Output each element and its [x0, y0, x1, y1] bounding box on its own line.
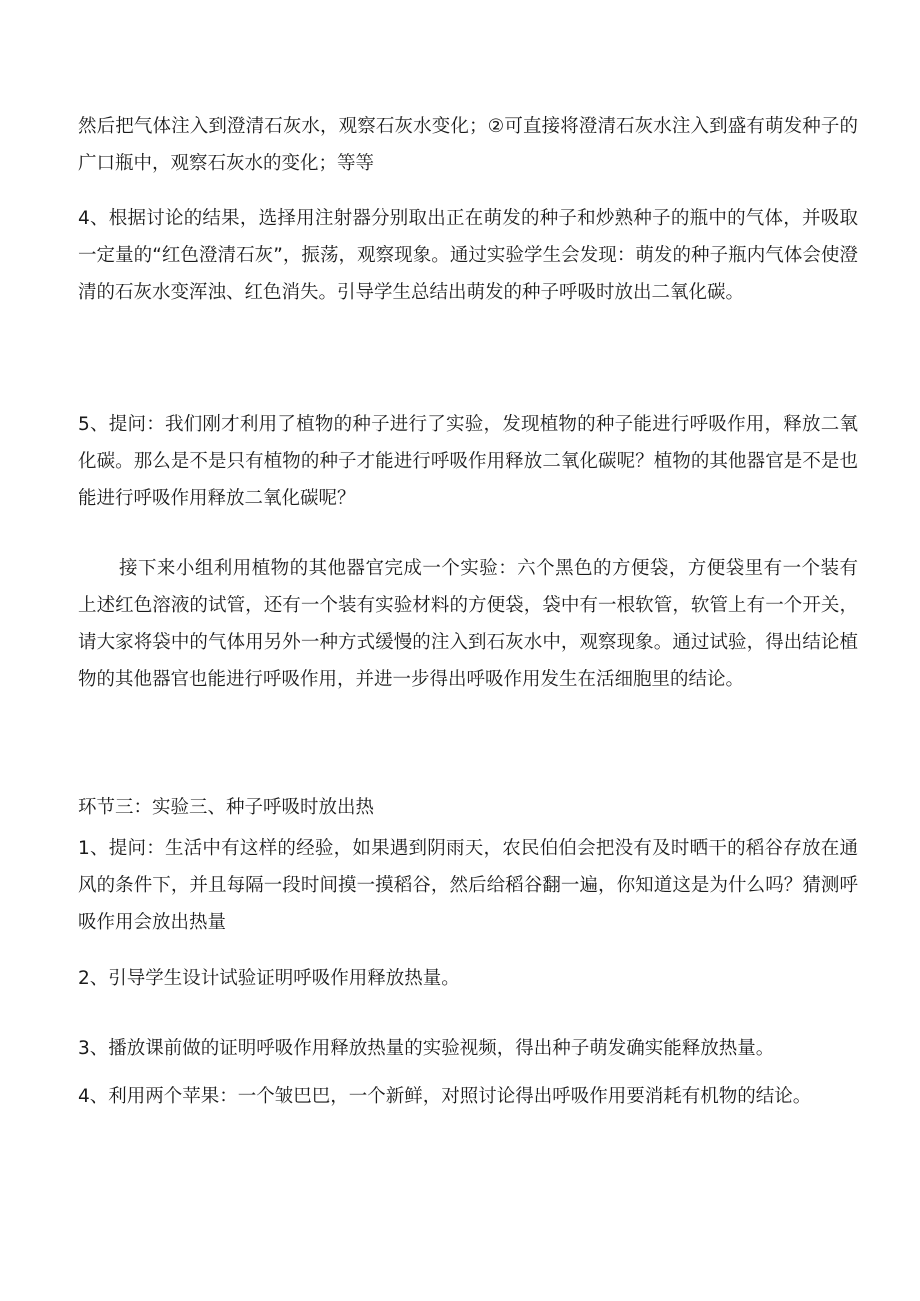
paragraph-1: 然后把气体注入到澄清石灰水，观察石灰水变化；②可直接将澄清石灰水注入到盛有萌发种子的广口瓶中，观察石灰水的变化；等等	[78, 116, 858, 174]
paragraph-6: 2、引导学生设计试验证明呼吸作用释放热量。	[78, 968, 460, 989]
paragraph-7: 3、播放课前做的证明呼吸作用释放热量的实验视频，得出种子萌发确实能释放热量。	[78, 1038, 775, 1059]
paragraph-3: 5、提问：我们刚才利用了植物的种子进行了实验，发现植物的种子能进行呼吸作用，释放二氧化碳。那么是不是只有植物的种子才能进行呼吸作用释放二氧化碳呢？植物的其他器官是不是也能进行呼吸作用释放二氧化碳呢？	[78, 414, 858, 509]
paragraph-4: 接下来小组利用植物的其他器官完成一个实验：六个黑色的方便袋，方便袋里有一个装有上述红色溶液的试管，还有一个装有实验材料的方便袋，袋中有一根软管，软管上有一个开关，请大家将袋中的气体用另外一种方式缓慢的注入到石灰水中，观察现象。通过试验，得出结论植物的其他器官也能进行呼吸作用，并进一步得出呼吸作用发生在活细胞里的结论。	[78, 558, 858, 690]
paragraph-8: 4、利用两个苹果：一个皱巴巴，一个新鲜，对照讨论得出呼吸作用要消耗有机物的结论。	[78, 1086, 812, 1107]
section-heading: 环节三：实验三、种子呼吸时放出热	[78, 797, 375, 818]
paragraph-5: 1、提问：生活中有这样的经验，如果遇到阴雨天，农民伯伯会把没有及时晒干的稻谷存放在通风的条件下，并且每隔一段时间摸一摸稻谷，然后给稻谷翻一遍，你知道这是为什么吗？猜测呼吸作用会放出热量	[78, 838, 858, 933]
paragraph-2: 4、根据讨论的结果，选择用注射器分别取出正在萌发的种子和炒熟种子的瓶中的气体，并吸取一定量的“红色澄清石灰”，振荡，观察现象。通过实验学生会发现：萌发的种子瓶内气体会使澄清的石灰水变浑浊、红色消失。引导学生总结出萌发的种子呼吸时放出二氧化碳。	[78, 208, 858, 303]
